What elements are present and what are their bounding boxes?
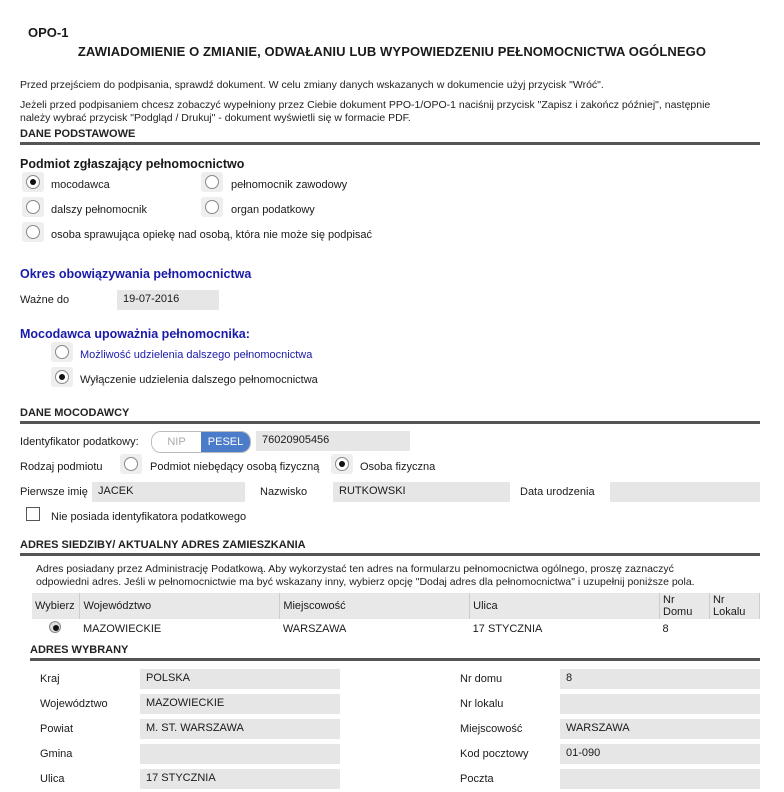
nr-lokalu-field[interactable]	[560, 694, 760, 714]
nr-domu-field[interactable]: 8	[560, 669, 760, 689]
wazne-do-label: Ważne do	[20, 294, 70, 306]
radio-label-mocodawca: mocodawca	[51, 179, 110, 191]
kod-pocztowy-field[interactable]: 01-090	[560, 744, 760, 764]
radio-wylaczenie-dalszego[interactable]	[55, 370, 69, 384]
radio-pelnomocnik-zawodowy[interactable]	[205, 175, 219, 189]
poczta-label: Poczta	[460, 773, 494, 785]
data-urodzenia-label: Data urodzenia	[520, 486, 595, 498]
radio-osoba-fizyczna[interactable]	[335, 457, 349, 471]
section-dane-mocodawcy: DANE MOCODAWCY	[20, 407, 760, 424]
radio-label-osoba-fizyczna: Osoba fizyczna	[360, 461, 436, 473]
col-ulica: Ulica	[470, 593, 660, 619]
identyfikator-field[interactable]: 76020905456	[256, 431, 410, 451]
adres-info-1: Adres posiadany przez Administrację Podatkową. Aby wykorzystać ten adres na formularzu pełnomocnictwa ogólnego, proszę zaznaczyć	[36, 563, 674, 575]
nazwisko-field[interactable]: RUTKOWSKI	[333, 482, 510, 502]
cell-miejscowosc: WARSZAWA	[282, 623, 347, 635]
imie-field[interactable]: JACEK	[92, 482, 245, 502]
form-code: OPO-1	[28, 25, 69, 40]
info-text-2: Jeżeli przed podpisaniem chcesz zobaczyć wypełniony przez Ciebie dokument PPO-1/OPO-1 naciśnij przycisk "Zapisz i zakończ później", następnie	[20, 99, 711, 111]
radio-label-podmiot-niefizyczny: Podmiot niebędący osobą fizyczną	[150, 461, 320, 473]
wojewodztwo-label: Województwo	[40, 698, 108, 710]
section-adres: ADRES SIEDZIBY/ AKTUALNY ADRES ZAMIESZKANIA	[20, 539, 760, 556]
powiat-label: Powiat	[40, 723, 74, 735]
cell-nr-domu: 8	[662, 623, 669, 635]
nr-domu-label: Nr domu	[460, 673, 503, 685]
rodzaj-label: Rodzaj podmiotu	[20, 461, 103, 473]
kod-pocztowy-label: Kod pocztowy	[460, 748, 529, 760]
col-nr-domu: Nr Domu	[660, 593, 710, 619]
data-urodzenia-field[interactable]	[610, 482, 760, 502]
kraj-label: Kraj	[40, 673, 60, 685]
radio-mocodawca[interactable]	[26, 175, 40, 189]
miejscowosc-label: Miejscowość	[460, 723, 523, 735]
powiat-field[interactable]: M. ST. WARSZAWA	[140, 719, 340, 739]
cell-nr-lokalu	[709, 619, 759, 639]
radio-label-wylaczenie-dalszego: Wyłączenie udzielenia dalszego pełnomocnictwa	[80, 374, 318, 386]
gmina-field[interactable]	[140, 744, 340, 764]
radio-label-pelnomocnik-zawodowy: pełnomocnik zawodowy	[231, 179, 348, 191]
identyfikator-label: Identyfikator podatkowy:	[20, 436, 139, 448]
col-wojewodztwo: Województwo	[80, 593, 280, 619]
select-cell[interactable]	[32, 619, 80, 639]
ulica-label: Ulica	[40, 773, 65, 785]
okres-heading: Okres obowiązywania pełnomocnictwa	[20, 267, 252, 281]
brak-identyfikatora-label: Nie posiada identyfikatora podatkowego	[51, 511, 247, 523]
radio-mozliwosc-dalszego[interactable]	[55, 345, 69, 359]
nr-lokalu-label: Nr lokalu	[460, 698, 504, 710]
toggle-pesel[interactable]: PESEL	[201, 432, 250, 452]
table-row[interactable]	[32, 619, 760, 639]
brak-identyfikatora-checkbox[interactable]	[26, 507, 40, 521]
radio-label-organ-podatkowy: organ podatkowy	[231, 204, 315, 216]
col-wybierz: Wybierz	[32, 593, 80, 619]
nazwisko-label: Nazwisko	[260, 486, 308, 498]
gmina-label: Gmina	[40, 748, 73, 760]
radio-label-dalszy-pelnomocnik: dalszy pełnomocnik	[51, 204, 147, 216]
section-dane-podstawowe: DANE PODSTAWOWE	[20, 128, 760, 145]
poczta-field[interactable]	[560, 769, 760, 789]
radio-dalszy-pelnomocnik[interactable]	[26, 200, 40, 214]
adres-table	[32, 593, 760, 639]
info-text-1: Przed przejściem do podpisania, sprawdź dokument. W celu zmiany danych wskazanych w dokumencie użyj przycisk "Wróć".	[20, 79, 604, 91]
ulica-field[interactable]: 17 STYCZNIA	[140, 769, 340, 789]
col-nr-lokalu: Nr Lokalu	[709, 593, 759, 619]
miejscowosc-field[interactable]: WARSZAWA	[560, 719, 760, 739]
kraj-field[interactable]: POLSKA	[140, 669, 340, 689]
podmiot-heading: Podmiot zgłaszający pełnomocnictwo	[20, 157, 245, 171]
imie-label: Pierwsze imię	[20, 486, 88, 498]
adres-info-2: odpowiedni adres. Jeśli w pełnomocnictwie ma być wskazany inny, wybierz opcję "Dodaj adres dla pełnomocnictwa" i uzupełnij poniższe pola.	[36, 576, 695, 588]
radio-opiekun[interactable]	[26, 225, 40, 239]
cell-ulica: 17 STYCZNIA	[472, 623, 543, 635]
wojewodztwo-field[interactable]: MAZOWIECKIE	[140, 694, 340, 714]
wazne-do-field[interactable]: 19-07-2016	[117, 290, 219, 310]
toggle-nip[interactable]: NIP	[152, 432, 201, 452]
radio-label-opiekun: osoba sprawująca opiekę nad osobą, która nie może się podpisać	[51, 229, 373, 241]
info-text-3: należy wybrać przycisk "Podgląd / Drukuj" - dokument wyświetli się w formacie PDF.	[20, 112, 411, 124]
col-miejscowosc: Miejscowość	[280, 593, 470, 619]
radio-label-mozliwosc-dalszego: Możliwość udzielenia dalszego pełnomocnictwa	[80, 349, 313, 361]
radio-podmiot-niefizyczny[interactable]	[124, 457, 138, 471]
cell-wojewodztwo: MAZOWIECKIE	[82, 623, 162, 635]
upowaznia-heading: Mocodawca upoważnia pełnomocnika:	[20, 327, 250, 341]
id-type-toggle[interactable]	[151, 431, 251, 453]
radio-organ-podatkowy[interactable]	[205, 200, 219, 214]
form-title: ZAWIADOMIENIE O ZMIANIE, ODWAŁANIU LUB WYPOWIEDZENIU PEŁNOMOCNICTWA OGÓLNEGO	[77, 44, 707, 59]
address-select-radio[interactable]	[49, 621, 61, 633]
section-adres-wybrany: ADRES WYBRANY	[30, 644, 760, 661]
